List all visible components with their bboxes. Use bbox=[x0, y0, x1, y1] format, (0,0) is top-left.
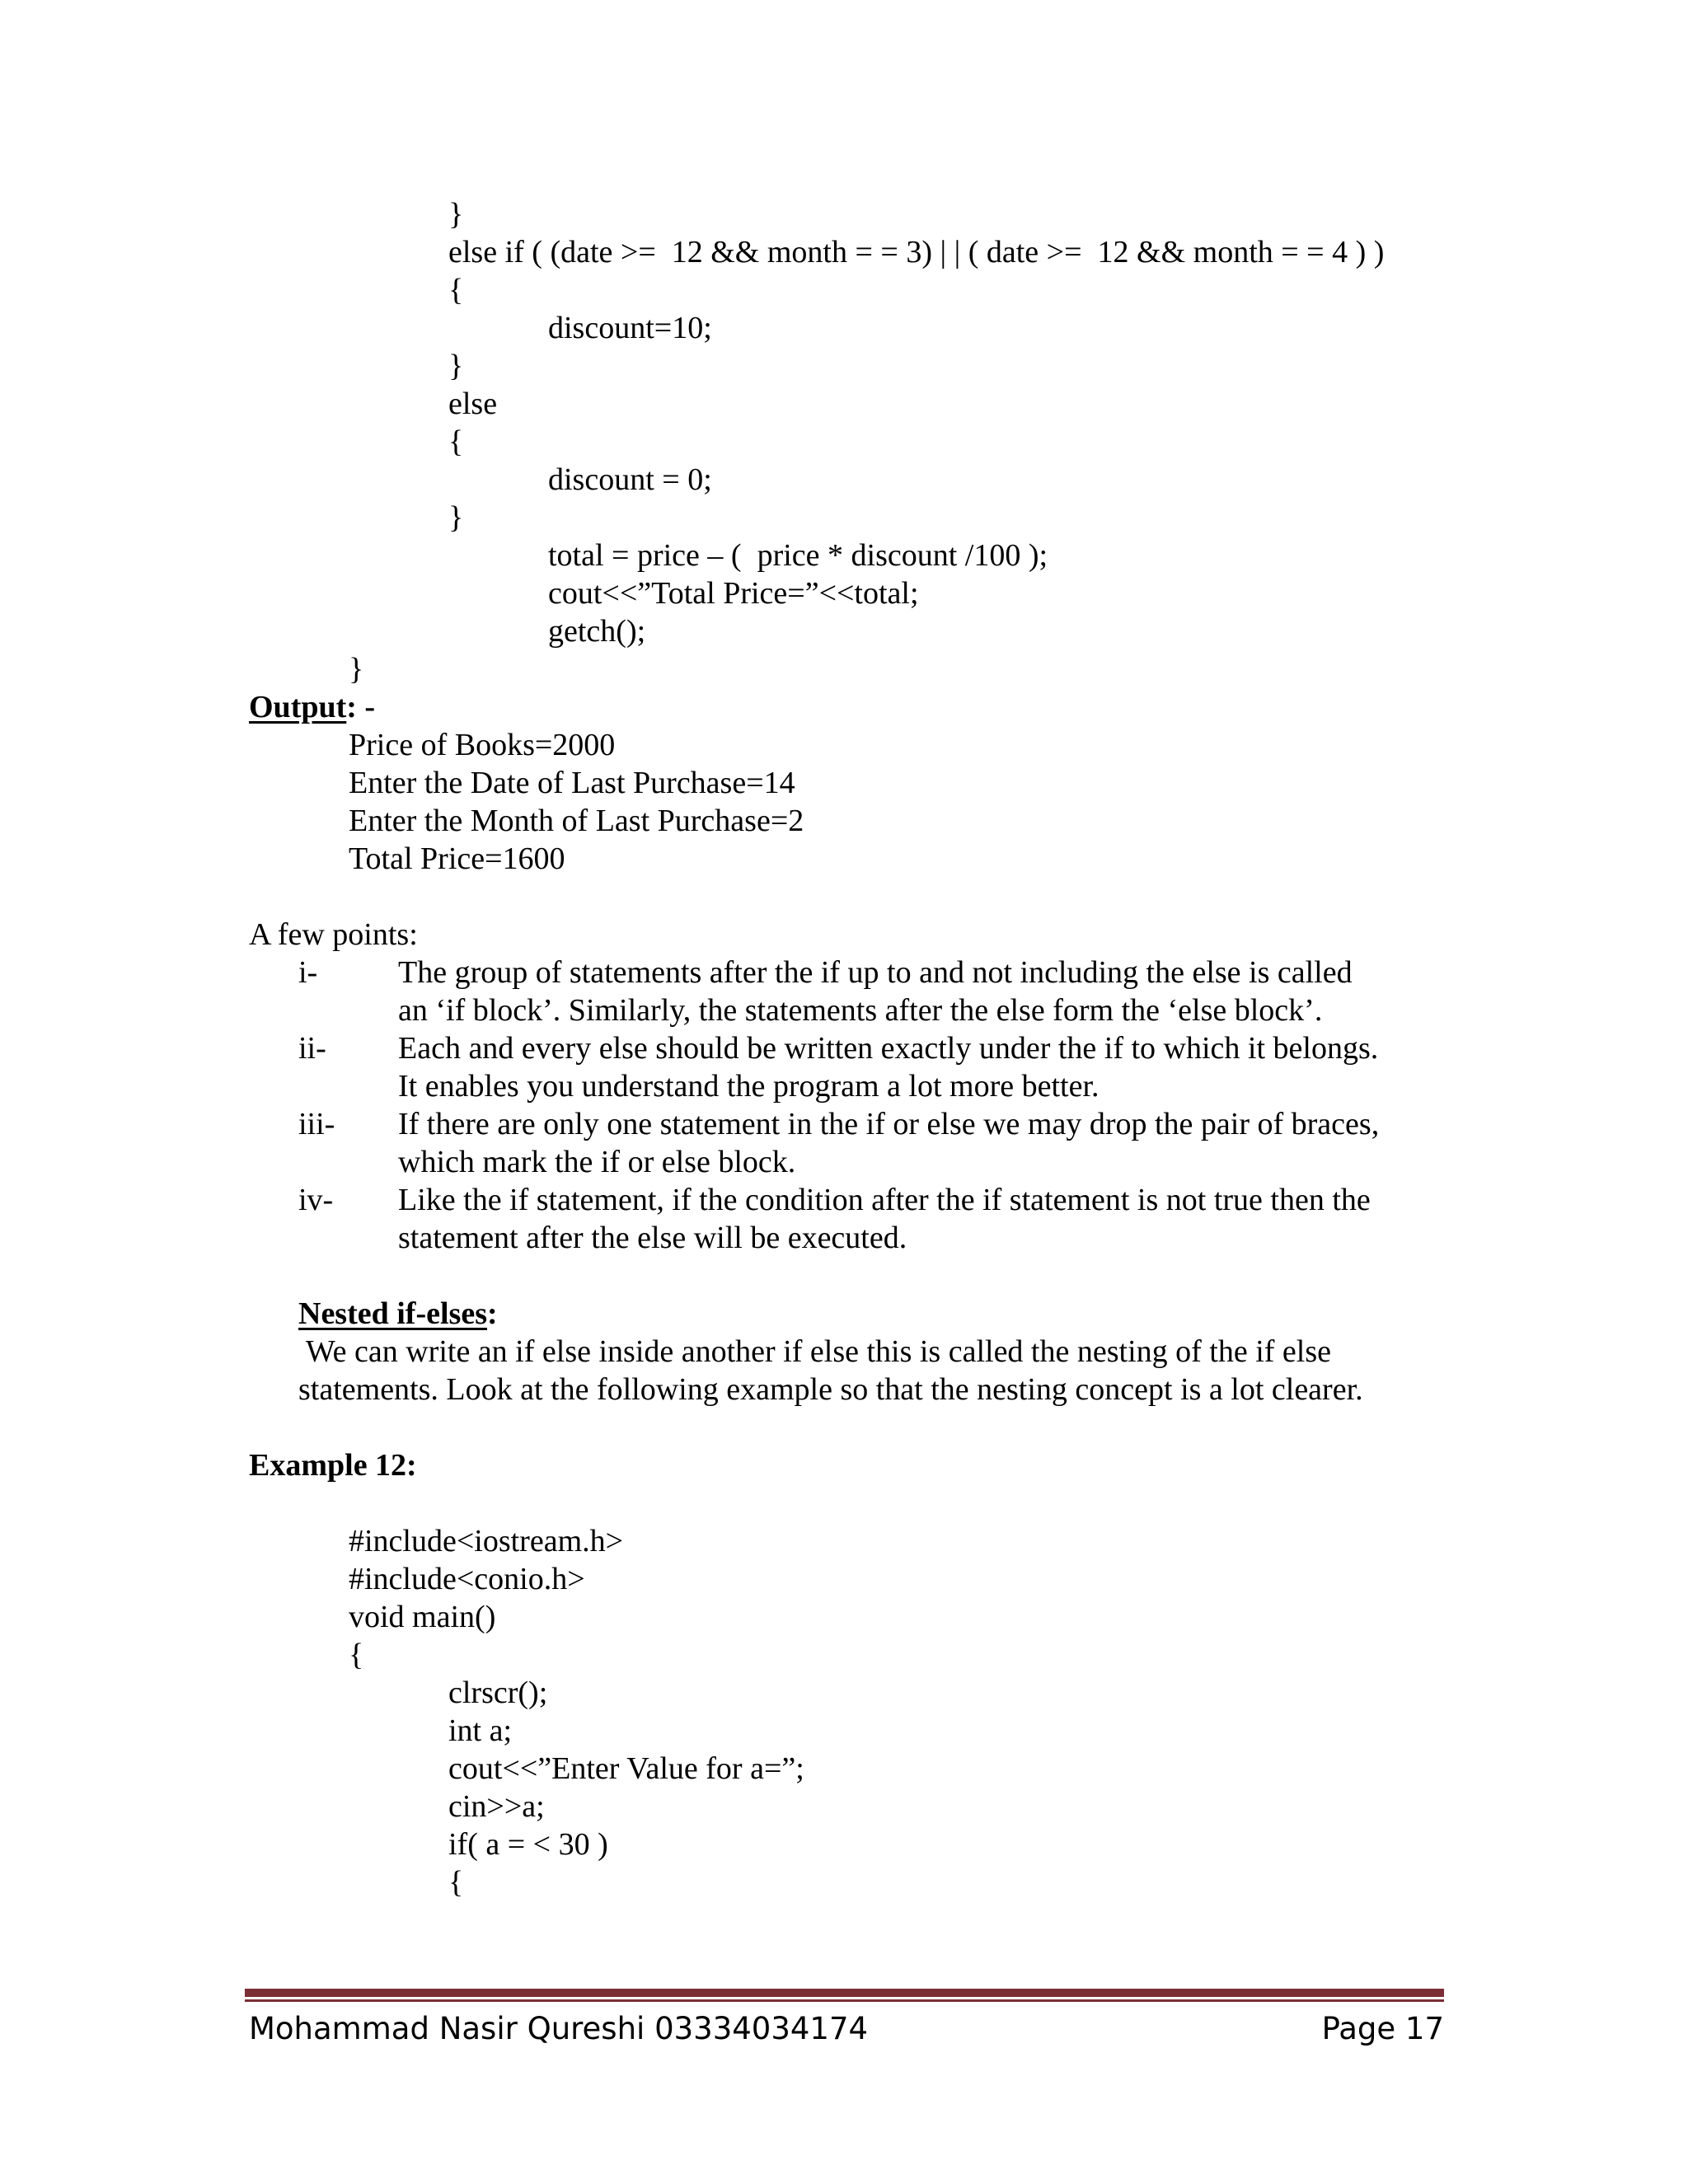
footer-author: Mohammad Nasir Qureshi 03334034174 bbox=[249, 2011, 869, 2046]
points-intro: A few points: bbox=[249, 917, 418, 952]
nested-paragraph-line: We can write an if else inside another if else this is called the nesting of the if else bbox=[298, 1334, 1331, 1369]
code-line: { bbox=[448, 273, 464, 307]
output-line: Total Price=1600 bbox=[349, 841, 565, 876]
output-line: Enter the Month of Last Purchase=2 bbox=[349, 804, 804, 838]
code-line: #include<iostream.h> bbox=[349, 1524, 624, 1558]
code-line: clrscr(); bbox=[448, 1675, 548, 1710]
list-item-text: an ‘if block’. Similarly, the statements after the else form the ‘else block’. bbox=[398, 993, 1323, 1028]
code-line: else if ( (date >= 12 && month = = 3) | | ( date >= 12 && month = = 4 ) ) bbox=[448, 235, 1385, 269]
output-line: Enter the Date of Last Purchase=14 bbox=[349, 766, 795, 800]
footer-page-number: Page 17 bbox=[1321, 2011, 1444, 2046]
footer-rule-thick bbox=[245, 1989, 1444, 1997]
code-line: cout<<”Enter Value for a=”; bbox=[448, 1751, 804, 1786]
code-line: getch(); bbox=[548, 614, 646, 649]
code-line: if( a = < 30 ) bbox=[448, 1827, 608, 1862]
list-item-number: i- bbox=[298, 955, 318, 990]
code-line: } bbox=[349, 652, 364, 687]
list-item-text: which mark the if or else block. bbox=[398, 1145, 796, 1179]
code-line: { bbox=[349, 1638, 364, 1672]
nested-heading: Nested if-elses: bbox=[298, 1296, 498, 1331]
code-line: discount = 0; bbox=[548, 462, 712, 497]
list-item-text: Like the if statement, if the condition after the if statement is not true then the bbox=[398, 1183, 1371, 1217]
code-line: { bbox=[448, 1865, 464, 1900]
code-line: else bbox=[448, 387, 498, 421]
code-line: cin>>a; bbox=[448, 1789, 545, 1824]
code-line: total = price – ( price * discount /100 ); bbox=[548, 538, 1048, 573]
nested-paragraph-line: statements. Look at the following example so that the nesting concept is a lot clearer. bbox=[298, 1372, 1363, 1407]
footer-rule-thin bbox=[245, 1999, 1444, 2002]
code-line: #include<conio.h> bbox=[349, 1562, 585, 1596]
code-line: discount=10; bbox=[548, 311, 712, 345]
code-line: } bbox=[448, 197, 464, 232]
list-item-number: iii- bbox=[298, 1107, 335, 1141]
list-item-text: If there are only one statement in the if or else we may drop the pair of braces, bbox=[398, 1107, 1380, 1141]
example-heading: Example 12: bbox=[249, 1448, 417, 1483]
code-line: } bbox=[448, 500, 464, 535]
list-item-text: It enables you understand the program a lot more better. bbox=[398, 1069, 1100, 1104]
code-line: void main() bbox=[349, 1600, 496, 1634]
code-line: int a; bbox=[448, 1713, 513, 1748]
list-item-text: Each and every else should be written exactly under the if to which it belongs. bbox=[398, 1031, 1379, 1066]
code-line: } bbox=[448, 349, 464, 383]
list-item-text: The group of statements after the if up to and not including the else is called bbox=[398, 955, 1353, 990]
list-item-number: iv- bbox=[298, 1183, 334, 1217]
code-line: { bbox=[448, 424, 464, 459]
list-item-text: statement after the else will be executed. bbox=[398, 1221, 907, 1255]
list-item-number: ii- bbox=[298, 1031, 326, 1066]
output-heading: Output: - bbox=[249, 690, 376, 724]
code-line: cout<<”Total Price=”<<total; bbox=[548, 576, 919, 611]
output-line: Price of Books=2000 bbox=[349, 728, 616, 762]
